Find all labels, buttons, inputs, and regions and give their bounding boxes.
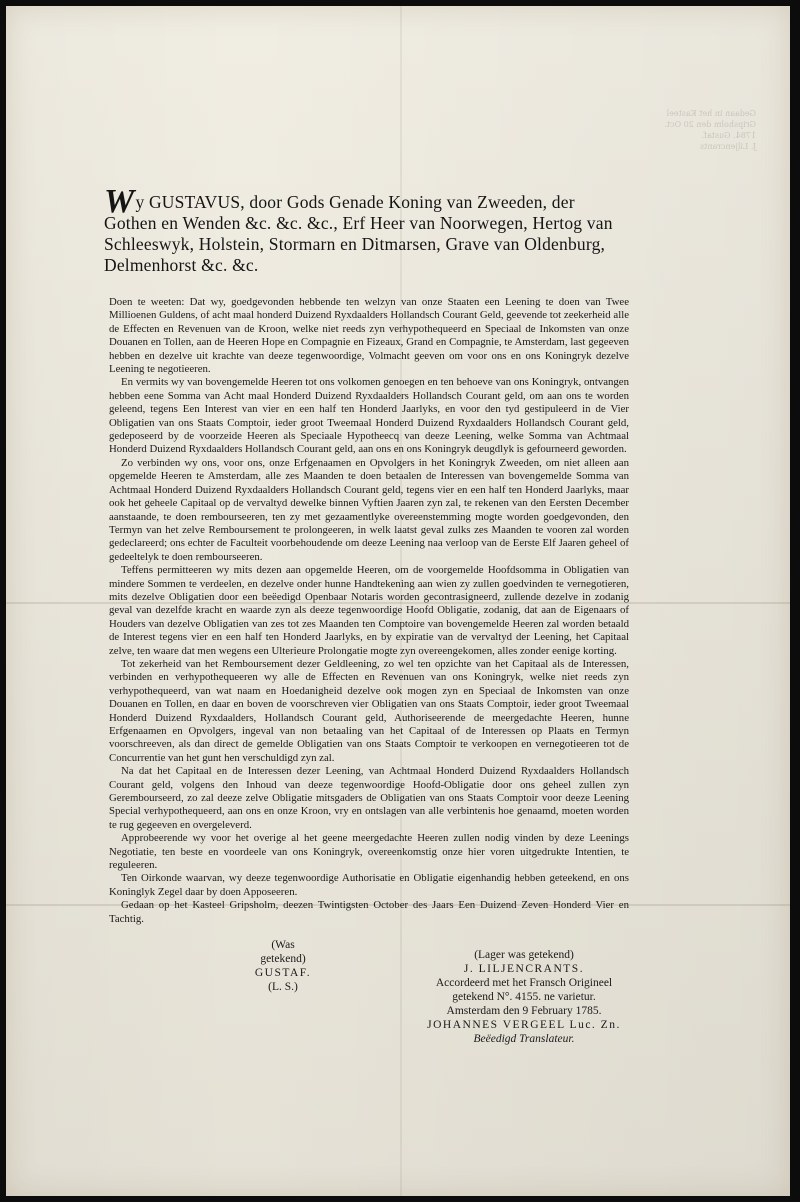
- attestation-line: Accordeerd met het Fransch Origineel: [435, 977, 613, 989]
- document-body: [109, 296, 629, 926]
- paragraph: Tot zekerheid van het Remboursement dezer Geldleening, zo wel ten opzichte van het Capitaal als de Interessen, verbinden en verhypothequeeren wy alle de Effecten en Revenuen van ons Koningryk, welke niet reeds zyn verhypothequeerd, van wat naam en Hoedanigheid dezelve ook mogen zyn en Speciaal de Inkomsten van onze Douanen en Tollen, en daar en boven de voorschreven vier Obligatien van ons Staats Comptoir, ieder groot Tweemaal Honderd Duizend Ryxdaalders, Hollandsch Courant geld, Authoriseerende de meergedachte Heeren, hunne Erfgenaamen en Opvolgers, ingeval van non betaaling van het Capitaal of de Interessen op Plaats en Termyn voorschreeven, als dan direct de gemelde Obligatien van ons Staats Comptoir te verkoopen en vernegotieeren tot de Concurrentie van het gunt hen verschuldigd zyn zal.: [109, 657, 629, 764]
- signature-note: (Was getekend): [260, 939, 306, 965]
- signature-left: [248, 938, 318, 994]
- paragraph: Gedaan op het Kasteel Gripsholm, deezen Twintigsten October des Jaars Een Duizend Zeven Honderd Vier en Tachtig.: [109, 899, 629, 925]
- document-sheet: [6, 6, 790, 1196]
- translator-title: Beëedigd Translateur.: [473, 1033, 575, 1045]
- paragraph: Na dat het Capitaal en de Interessen dezer Leening, van Achtmaal Honderd Duizend Ryxdaalders Hollandsch Courant geld, volgens den Inhoud van deeze tegenwoordige Hoofd-Obligatie door ons geheel zullen zyn Gerembourseerd, zo zal deeze zelve Obligatie mitsgaders de Obligatien van ons Staats Comptoir voor deeze Leening Special verhypothequeerd, aan ons en onze Kroon, vry en ontslagen van alle verbintenis hoe genaamd, moeten worden te rug gegeeven en overgeleverd.: [109, 765, 629, 831]
- paragraph: Approbeerende wy voor het overige al het geene meergedachte Heeren zullen nodig vinden by deze Leenings Negotiatie, ten beste en voordeele van ons Koningryk, overeenkomstig onze hier voren uitgedrukte Intentien, te reguleeren.: [109, 832, 629, 872]
- seal-note: (L. S.): [268, 981, 298, 993]
- offset-bleed-text: Gedaan in het Kasteel Gripsholm den 20 Oct. 1784. Gustaf. J. Liljencrants: [664, 109, 756, 151]
- translator-name: JOHANNES VERGEEL Luc. Zn.: [427, 1019, 621, 1031]
- attestation-date: Amsterdam den 9 February 1785.: [446, 1005, 602, 1017]
- heading-text: y GUSTAVUS, door Gods Genade Koning van Zweeden, der Gothen en Wenden &c. &c. &c., Erf Heer van Noorwegen, Hertog van Schleeswyk, Holstein, Stormarn en Ditmarsen, Grave van Oldenburg, Delmenhorst &c. &c.: [104, 192, 613, 275]
- heading-initial: W: [104, 183, 135, 220]
- paragraph: Ten Oirkonde waarvan, wy deeze tegenwoordige Authorisatie en Obligatie eigenhandig hebben geteekend, en ons Koninglyk Zegel daar by doen Apposeeren.: [109, 872, 629, 898]
- signature-right: [404, 948, 644, 1046]
- paragraph: En vermits wy van bovengemelde Heeren tot ons volkomen genoegen en ten behoeve van ons Koningryk, ontvangen hebben eene Somma van Acht maal Honderd Duizend Ryxdaalders Hollandsch Courant geld, om aan ons te worden geleend, tegens Een Interest van vier en een half ten Honderd Jaarlyks, en voor den tyd gestipuleerd in de Vier Obligatien van ons Staats Comptoir, ieder groot Tweemaal Honderd Duizend Ryxdaalders Hollandsch Courant geld, gedeposeerd by de voorzeide Heeren als Speciaale Hypotheecq van deeze Leening, welke Somma van Achtmaal Honderd Duizend Ryxdaalders Hollandsch Courant geld, aan ons en ons Koningryk deugdlyk is gefourneerd geworden.: [109, 376, 629, 456]
- signature-name: J. LILJENCRANTS.: [463, 963, 585, 975]
- paragraph: Doen te weeten: Dat wy, goedgevonden hebbende ten welzyn van onze Staaten een Leening te doen van Twee Millioenen Guldens, of acht maal honderd Duizend Ryxdaalders Hollandsch Courant Geld, geevende tot zeekerheid alle de Effecten en Revenuen van de Kroon, welke niet reeds zyn verhypothequeerd en Speciaal de Inkomsten van onze Douanen en Tollen, aan de Heeren Hope en Compagnie en Fizeaux, Grand en Compagnie, te Amsterdam, last gegeeven hebben en dezelve uit krachte van deeze tegenwoordige, Volmacht geeven om voor ons en ons Koningryk dezelve Leening te negotieeren.: [109, 296, 629, 376]
- document-heading: [104, 183, 624, 276]
- paragraph: Teffens permitteeren wy mits dezen aan opgemelde Heeren, om de voorgemelde Hoofdsomma in Obligatien van mindere Sommen te verdeelen, en dezelve onder hunne Handtekening aan wien zy zullen goedvinden te vernegotieren, mits dezelve Obligatien door een beëedigd Openbaar Notaris worden gecontrasigneerd, zullende dezelve in zodanig geval van dezelfde kracht en waarde zyn als deeze tegenwoordige Hoofd Obligatie, zodanig, dat aan de Eigenaars of Houders van dezelve Obligatien van zes tot zes Maanden ten Comptoire van bovengemelde Heeren zal worden betaald de Interest tegens vier en een half ten Honderd Jaarlyks, en by expiratie van de vervaltyd der Leening, het Capitaal zelve, ten waare dat men wegens een Ulterieure Prolongatie mogte zyn overeengekomen, alles zonder eenige korting.: [109, 564, 629, 657]
- signature-name: GUSTAF.: [254, 967, 312, 979]
- signature-note: (Lager was getekend): [474, 949, 574, 961]
- paragraph: Zo verbinden wy ons, voor ons, onze Erfgenaamen en Opvolgers in het Koningryk Zweeden, om niet alleen aan opgemelde Heeren te Amsterdam, alle zes Maanden te doen betaalen de Interessen van bovengemelde Somma van Achtmaal Honderd Duizend Ryxdaalders Hollandsch Courant geld, tegens vier en een half ten Honderd Jaarlyks, maar ook het geheele Capitaal op de vervaltyd dewelke binnen Vyftien Jaaren zyn zal, te rekenen van den Eersten December aanstaande, te doen rembourseeren, ten zy met gezaamentlyke overeenstemming mogte worden goedgevonden, den Termyn van het zelve Remboursement te prolongeeren, in welk laatst geval zulks zes Maanden te vooren zal worden gedeclareerd; ons echter de Faculteit voorbehoudende om deeze Leening naa verloop van de Eerste Elf Jaaren geheel of gedeeltelyk te doen rembourseeren.: [109, 456, 629, 563]
- attestation-line: getekend N°. 4155. ne varietur.: [452, 991, 596, 1003]
